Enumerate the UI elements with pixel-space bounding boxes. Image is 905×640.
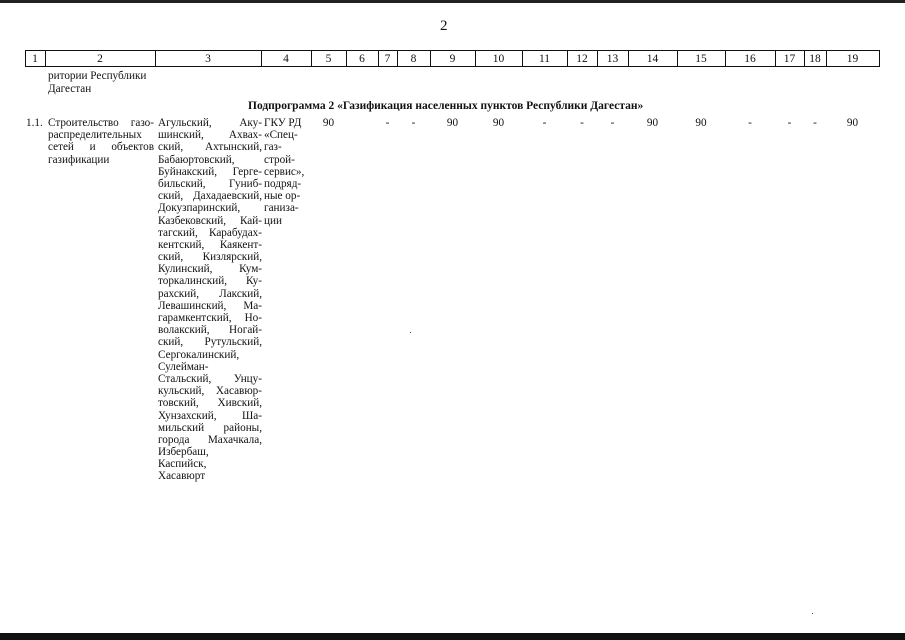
value-cell-14: 90	[646, 117, 659, 129]
continuation-line: ритории Республики	[48, 70, 147, 82]
districts-line: Левашинский, Ма-	[158, 299, 262, 312]
executor-line: ганиза-	[264, 202, 299, 215]
value-cell-18: -	[813, 117, 817, 129]
executor-line: газ-	[264, 141, 282, 154]
header-bottom-rule	[25, 66, 880, 67]
districts-line: волакский, Ногай-	[158, 324, 262, 337]
districts-line: Сергокалинский,	[158, 348, 240, 361]
header-divider	[879, 50, 880, 67]
value-cell-13: -	[610, 117, 615, 129]
column-number: 4	[283, 53, 289, 65]
districts-line: ский, Дахадаевский,	[158, 190, 262, 203]
column-number: 2	[97, 53, 103, 65]
row-name-line: Строительство газо-	[48, 117, 154, 129]
districts-line: Кулинский, Кум-	[158, 263, 262, 276]
value-cell-17: -	[787, 117, 792, 129]
districts-line: рахский, Лакский,	[158, 287, 262, 300]
districts-line: Буйнакский, Герге-	[158, 165, 262, 178]
scan-speck	[812, 613, 813, 614]
districts-line: кульский, Хасавюр-	[158, 385, 262, 398]
districts-line: Казбековский, Кай-	[158, 214, 262, 227]
districts-line: бильский, Гуниб-	[158, 177, 262, 190]
districts-line: Сулейман-	[158, 360, 209, 373]
column-number: 16	[744, 53, 756, 65]
districts-line: шинский, Ахвах-	[158, 129, 262, 142]
districts-line: ский, Рутульский,	[158, 336, 262, 349]
executor-line: сервис»,	[264, 165, 305, 178]
executor-line: ные ор-	[264, 190, 301, 203]
districts-line: Стальский, Унцу-	[158, 372, 262, 385]
districts-line: гарамкентский, Но-	[158, 312, 262, 324]
row-name-line: распределительных	[48, 129, 142, 142]
row-name-line: сетей и объектов	[48, 141, 154, 154]
continuation-line: Дагестан	[48, 83, 92, 95]
column-number: 3	[205, 53, 211, 65]
districts-line: мильский районы,	[158, 421, 262, 434]
districts-line: тагский, Карабудах-	[158, 226, 262, 239]
column-number: 19	[846, 53, 859, 65]
column-number: 12	[576, 53, 588, 65]
page-number: 2	[440, 18, 448, 34]
header-top-rule	[25, 50, 880, 51]
value-cell-10: 90	[492, 117, 505, 129]
districts-line: Хасавюрт	[158, 470, 206, 483]
column-number: 11	[538, 53, 551, 65]
row-executor	[264, 117, 308, 227]
districts-line: товский, Хивский,	[158, 397, 262, 410]
column-number: 13	[606, 53, 619, 65]
value-cell-7: -	[385, 117, 390, 129]
column-number: 15	[695, 53, 707, 65]
districts-line: Хунзахский, Ша-	[158, 409, 262, 422]
districts-line: торкалинский, Ку-	[158, 275, 262, 288]
row-name-line: газификации	[48, 153, 110, 166]
scan-bottom-edge	[0, 633, 905, 640]
column-number: 6	[359, 53, 365, 65]
column-number: 8	[410, 53, 417, 65]
value-cell-9: 90	[446, 117, 459, 129]
value-cell-8: -	[411, 117, 416, 129]
scan-top-edge	[0, 0, 905, 3]
row-districts	[158, 117, 262, 483]
value-cell-19: 90	[846, 117, 859, 129]
scan-speck	[410, 332, 411, 333]
row-name	[48, 117, 154, 166]
value-cell-12: -	[580, 117, 584, 129]
executor-line: ции	[264, 214, 282, 227]
districts-line: города Махачкала,	[158, 433, 262, 446]
districts-line: ский, Кизлярский,	[158, 251, 262, 264]
column-number: 17	[783, 53, 796, 65]
districts-line: кентский, Каякент-	[158, 238, 262, 251]
row-number: 1.1.	[26, 117, 43, 129]
column-number: 14	[646, 53, 659, 65]
value-cell-11: -	[542, 117, 547, 129]
districts-line: Докузпаринский,	[158, 202, 241, 215]
districts-line: Агульский, Аку-	[158, 117, 262, 129]
value-cell-15: 90	[695, 117, 707, 129]
executor-line: подряд-	[264, 177, 302, 190]
value-cell-5: 90	[322, 117, 335, 129]
value-cell-16: -	[748, 117, 752, 129]
executor-line: строй-	[264, 153, 295, 166]
column-number: 5	[325, 53, 332, 65]
column-number: 7	[384, 53, 391, 65]
column-number: 18	[809, 53, 821, 65]
executor-line: «Спец-	[264, 129, 298, 142]
subprogram-title: Подпрограмма 2 «Газификация населенных пунктов Республики Дагестан»	[248, 100, 644, 112]
districts-line: ский, Ахтынский,	[158, 141, 262, 154]
column-number: 1	[32, 53, 38, 65]
executor-line: ГКУ РД	[264, 117, 302, 129]
column-number: 9	[449, 53, 456, 65]
column-number: 10	[492, 53, 505, 65]
districts-line: Бабаюртовский,	[158, 153, 235, 166]
districts-line: Каспийск,	[158, 458, 207, 471]
districts-line: Избербаш,	[158, 446, 209, 459]
